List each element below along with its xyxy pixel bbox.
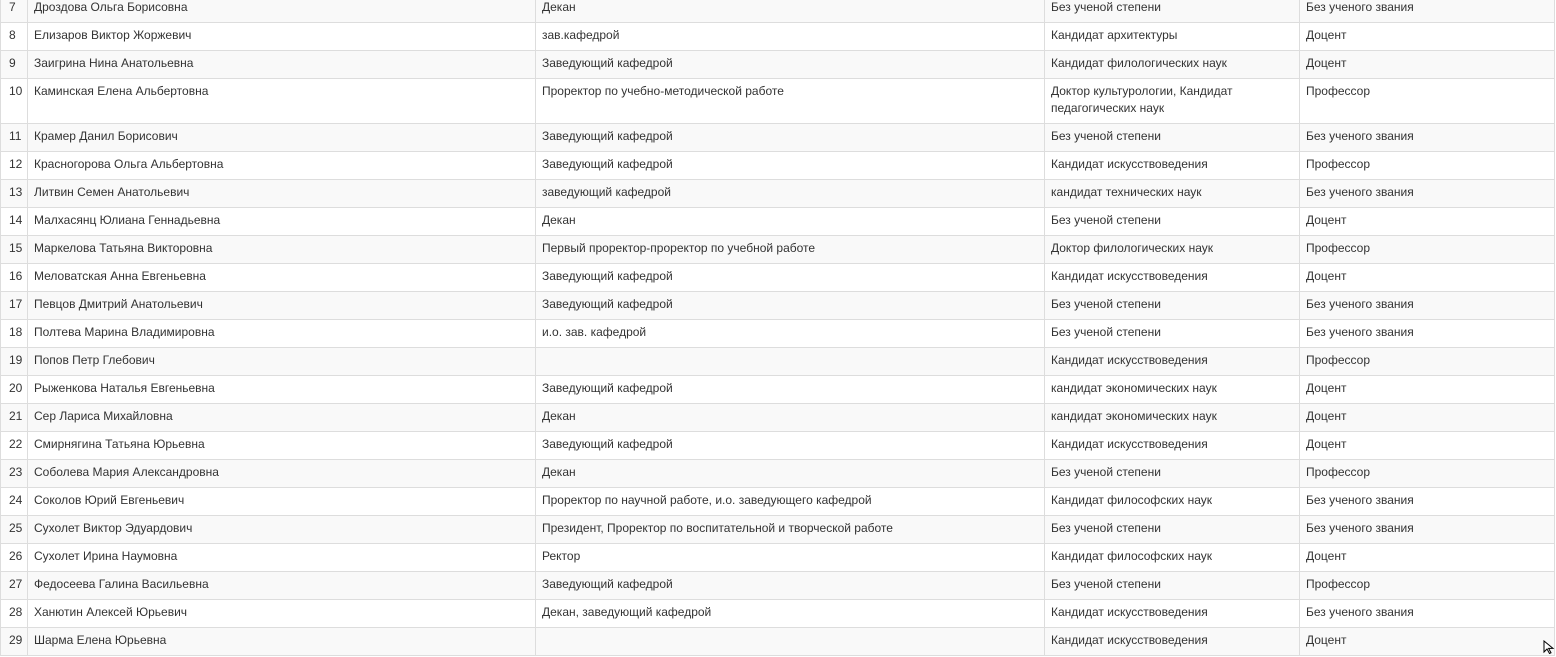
- degree-cell: Кандидат филологических наук: [1045, 51, 1300, 79]
- row-number: 21: [1, 404, 28, 432]
- academic-rank-cell: Без ученого звания: [1300, 600, 1555, 628]
- position-cell: Проректор по учебно-методической работе: [536, 79, 1045, 124]
- position-cell: Заведующий кафедрой: [536, 572, 1045, 600]
- position-cell: Декан: [536, 404, 1045, 432]
- position-cell: зав.кафедрой: [536, 23, 1045, 51]
- degree-cell: кандидат экономических наук: [1045, 404, 1300, 432]
- staff-table-body: [1, 0, 1555, 656]
- academic-rank-cell: Доцент: [1300, 404, 1555, 432]
- full-name: Соколов Юрий Евгеньевич: [28, 488, 536, 516]
- row-number: 24: [1, 488, 28, 516]
- academic-rank-cell: Профессор: [1300, 79, 1555, 124]
- full-name: Федосеева Галина Васильевна: [28, 572, 536, 600]
- full-name: Литвин Семен Анатольевич: [28, 180, 536, 208]
- table-row: [1, 152, 1555, 180]
- full-name: Сухолет Ирина Наумовна: [28, 544, 536, 572]
- academic-rank-cell: Профессор: [1300, 152, 1555, 180]
- position-cell: Заведующий кафедрой: [536, 152, 1045, 180]
- full-name: Попов Петр Глебович: [28, 348, 536, 376]
- table-row: [1, 124, 1555, 152]
- row-number: 22: [1, 432, 28, 460]
- academic-rank-cell: Доцент: [1300, 432, 1555, 460]
- full-name: Крамер Данил Борисович: [28, 124, 536, 152]
- position-cell: Заведующий кафедрой: [536, 51, 1045, 79]
- degree-cell: Кандидат искусствоведения: [1045, 432, 1300, 460]
- degree-cell: Кандидат философских наук: [1045, 488, 1300, 516]
- table-row: [1, 292, 1555, 320]
- full-name: Ханютин Алексей Юрьевич: [28, 600, 536, 628]
- position-cell: заведующий кафедрой: [536, 180, 1045, 208]
- row-number: 13: [1, 180, 28, 208]
- row-number: 16: [1, 264, 28, 292]
- degree-cell: Кандидат искусствоведения: [1045, 152, 1300, 180]
- degree-cell: Кандидат искусствоведения: [1045, 628, 1300, 656]
- full-name: Сухолет Виктор Эдуардович: [28, 516, 536, 544]
- row-number: 18: [1, 320, 28, 348]
- table-row: [1, 432, 1555, 460]
- degree-cell: Без ученой степени: [1045, 292, 1300, 320]
- academic-rank-cell: Без ученого звания: [1300, 292, 1555, 320]
- position-cell: Заведующий кафедрой: [536, 264, 1045, 292]
- position-cell: Первый проректор-проректор по учебной работе: [536, 236, 1045, 264]
- row-number: 25: [1, 516, 28, 544]
- table-row: [1, 404, 1555, 432]
- academic-rank-cell: Профессор: [1300, 460, 1555, 488]
- table-row: [1, 460, 1555, 488]
- degree-cell: Без ученой степени: [1045, 124, 1300, 152]
- position-cell: Ректор: [536, 544, 1045, 572]
- row-number: 15: [1, 236, 28, 264]
- degree-cell: Кандидат искусствоведения: [1045, 264, 1300, 292]
- row-number: 14: [1, 208, 28, 236]
- table-row: [1, 348, 1555, 376]
- degree-cell: Кандидат философских наук: [1045, 544, 1300, 572]
- full-name: Елизаров Виктор Жоржевич: [28, 23, 536, 51]
- position-cell: Декан: [536, 0, 1045, 23]
- row-number: 23: [1, 460, 28, 488]
- row-number: 20: [1, 376, 28, 404]
- academic-rank-cell: Без ученого звания: [1300, 124, 1555, 152]
- table-row: [1, 180, 1555, 208]
- table-row: [1, 572, 1555, 600]
- full-name: Рыженкова Наталья Евгеньевна: [28, 376, 536, 404]
- full-name: Заигрина Нина Анатольевна: [28, 51, 536, 79]
- position-cell: [536, 348, 1045, 376]
- position-cell: Заведующий кафедрой: [536, 376, 1045, 404]
- academic-rank-cell: Доцент: [1300, 51, 1555, 79]
- full-name: Соболева Мария Александровна: [28, 460, 536, 488]
- academic-rank-cell: Профессор: [1300, 236, 1555, 264]
- row-number: 19: [1, 348, 28, 376]
- academic-rank-cell: Без ученого звания: [1300, 516, 1555, 544]
- degree-cell: Без ученой степени: [1045, 460, 1300, 488]
- full-name: Маркелова Татьяна Викторовна: [28, 236, 536, 264]
- row-number: 10: [1, 79, 28, 124]
- position-cell: Декан: [536, 208, 1045, 236]
- row-number: 7: [1, 0, 28, 23]
- position-cell: Заведующий кафедрой: [536, 292, 1045, 320]
- degree-cell: кандидат экономических наук: [1045, 376, 1300, 404]
- row-number: 26: [1, 544, 28, 572]
- full-name: Дроздова Ольга Борисовна: [28, 0, 536, 23]
- table-row: [1, 264, 1555, 292]
- table-row: [1, 0, 1555, 23]
- academic-rank-cell: Без ученого звания: [1300, 488, 1555, 516]
- degree-cell: Кандидат искусствоведения: [1045, 348, 1300, 376]
- position-cell: Заведующий кафедрой: [536, 124, 1045, 152]
- table-row: [1, 488, 1555, 516]
- row-number: 17: [1, 292, 28, 320]
- table-row: [1, 628, 1555, 656]
- academic-rank-cell: Доцент: [1300, 23, 1555, 51]
- position-cell: Декан: [536, 460, 1045, 488]
- academic-rank-cell: Без ученого звания: [1300, 320, 1555, 348]
- row-number: 8: [1, 23, 28, 51]
- full-name: Полтева Марина Владимировна: [28, 320, 536, 348]
- degree-cell: кандидат технических наук: [1045, 180, 1300, 208]
- position-cell: Проректор по научной работе, и.о. заведующего кафедрой: [536, 488, 1045, 516]
- table-row: [1, 51, 1555, 79]
- academic-rank-cell: Доцент: [1300, 544, 1555, 572]
- degree-cell: Без ученой степени: [1045, 208, 1300, 236]
- position-cell: Декан, заведующий кафедрой: [536, 600, 1045, 628]
- academic-rank-cell: Доцент: [1300, 628, 1555, 656]
- mouse-cursor-icon: [1543, 640, 1555, 654]
- position-cell: Президент, Проректор по воспитательной и творческой работе: [536, 516, 1045, 544]
- degree-cell: Без ученой степени: [1045, 572, 1300, 600]
- academic-rank-cell: Профессор: [1300, 348, 1555, 376]
- full-name: Каминская Елена Альбертовна: [28, 79, 536, 124]
- degree-cell: Без ученой степени: [1045, 516, 1300, 544]
- table-row: [1, 23, 1555, 51]
- academic-rank-cell: Доцент: [1300, 264, 1555, 292]
- row-number: 27: [1, 572, 28, 600]
- degree-cell: Кандидат архитектуры: [1045, 23, 1300, 51]
- table-row: [1, 320, 1555, 348]
- academic-rank-cell: Без ученого звания: [1300, 0, 1555, 23]
- row-number: 28: [1, 600, 28, 628]
- table-row: [1, 600, 1555, 628]
- full-name: Певцов Дмитрий Анатольевич: [28, 292, 536, 320]
- academic-rank-cell: Профессор: [1300, 572, 1555, 600]
- degree-cell: Без ученой степени: [1045, 0, 1300, 23]
- academic-rank-cell: Без ученого звания: [1300, 180, 1555, 208]
- table-row: [1, 79, 1555, 124]
- academic-rank-cell: Доцент: [1300, 376, 1555, 404]
- degree-cell: Доктор филологических наук: [1045, 236, 1300, 264]
- table-row: [1, 516, 1555, 544]
- row-number: 12: [1, 152, 28, 180]
- table-row: [1, 208, 1555, 236]
- row-number: 11: [1, 124, 28, 152]
- table-row: [1, 236, 1555, 264]
- full-name: Меловатская Анна Евгеньевна: [28, 264, 536, 292]
- full-name: Сер Лариса Михайловна: [28, 404, 536, 432]
- table-row: [1, 544, 1555, 572]
- degree-cell: Доктор культурологии, Кандидат педагогических наук: [1045, 79, 1300, 124]
- position-cell: [536, 628, 1045, 656]
- degree-cell: Кандидат искусствоведения: [1045, 600, 1300, 628]
- position-cell: Заведующий кафедрой: [536, 432, 1045, 460]
- full-name: Шарма Елена Юрьевна: [28, 628, 536, 656]
- full-name: Смирнягина Татьяна Юрьевна: [28, 432, 536, 460]
- row-number: 9: [1, 51, 28, 79]
- degree-cell: Без ученой степени: [1045, 320, 1300, 348]
- full-name: Красногорова Ольга Альбертовна: [28, 152, 536, 180]
- position-cell: и.о. зав. кафедрой: [536, 320, 1045, 348]
- full-name: Малхасянц Юлиана Геннадьевна: [28, 208, 536, 236]
- row-number: 29: [1, 628, 28, 656]
- table-row: [1, 376, 1555, 404]
- academic-rank-cell: Доцент: [1300, 208, 1555, 236]
